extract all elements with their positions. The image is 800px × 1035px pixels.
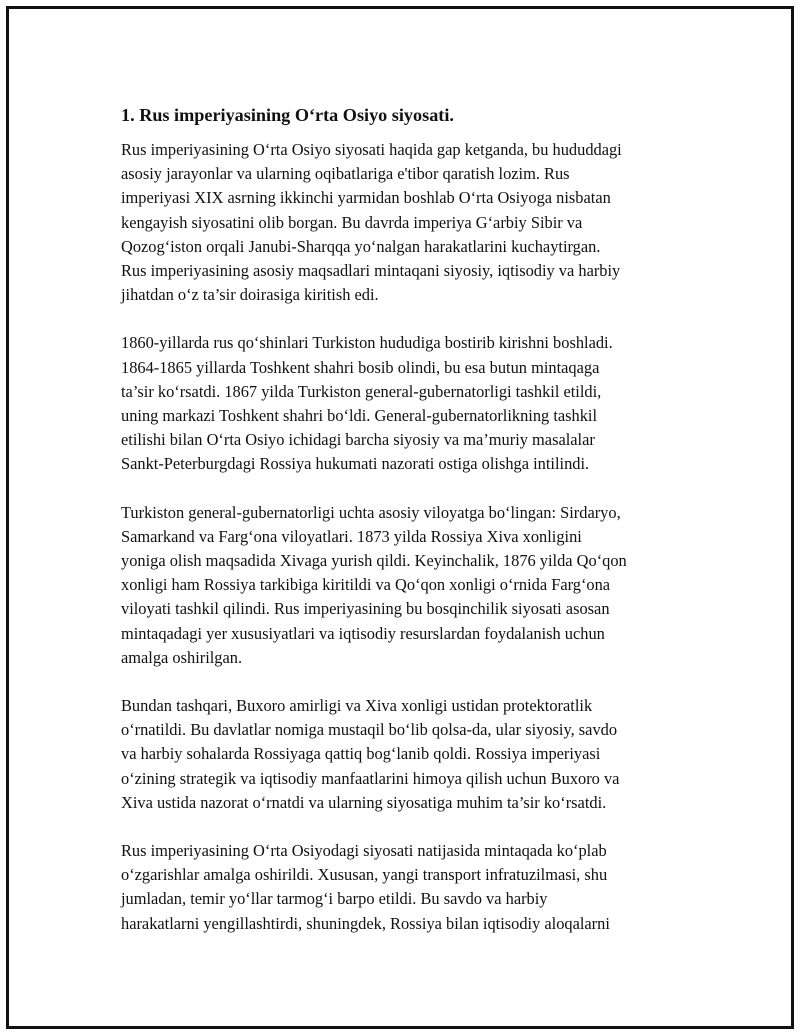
text-line: Turkiston general-gubernatorligi uchta asosiy viloyatga bo‘lingan: Sirdaryo,	[121, 502, 621, 522]
text-line: Rus imperiyasining O‘rta Osiyo siyosati haqida gap ketganda, bu hududdagi	[121, 140, 622, 159]
text-line: o‘zining strategik va iqtisodiy manfaatlarini himoya qilish uchun Buxoro va	[121, 768, 620, 788]
text-line: 1860-yillarda rus qo‘shinlari Turkiston hududiga bostirib kirishni boshladi.	[121, 333, 613, 353]
text-line: Sankt-Peterburgdagi Rossiya hukumati nazorati ostiga olishga intilindi.	[121, 454, 590, 474]
text-line: etilishi bilan O‘rta Osiyo ichidagi barcha siyosiy va ma’muriy masalalar	[121, 430, 595, 450]
text-line: harakatlarni yengillashtirdi, shuningdek, Rossiya bilan iqtisodiy aloqalarni	[121, 913, 610, 933]
text-line: viloyati tashkil qilindi. Rus imperiyasining bu bosqinchilik siyosati asosan	[121, 599, 610, 619]
text-line: 1864-1865 yillarda Toshkent shahri bosib olindi, bu esa butun mintaqaga	[121, 357, 600, 377]
text-line: o‘rnatildi. Bu davlatlar nomiga mustaqil bo‘lib qolsa-da, ular siyosiy, savdo	[121, 720, 618, 740]
text-line: Samarkand va Farg‘ona viloyatlari. 1873 yilda Rossiya Xiva xonligini	[121, 526, 582, 546]
paragraph	[121, 331, 701, 476]
text-line: asosiy jarayonlar va ularning oqibatlariga e'tibor qaratish lozim. Rus	[121, 164, 570, 184]
text-line: Rus imperiyasining asosiy maqsadlari mintaqani siyosiy, iqtisodiy va harbiy	[121, 261, 621, 281]
text-line: jumladan, temir yo‘llar tarmog‘i barpo etildi. Bu savdo va harbiy	[121, 889, 548, 909]
text-line: va harbiy sohalarda Rossiyaga qattiq bog‘lanib qoldi. Rossiya imperiyasi	[121, 744, 601, 764]
text-line: yoniga olish maqsadida Xivaga yurish qildi. Keyinchalik, 1876 yilda Qo‘qon	[121, 551, 627, 571]
text-line: ta’sir ko‘rsatdi. 1867 yilda Turkiston general-gubernatorligi tashkil etildi,	[121, 381, 602, 401]
text-line: mintaqadagi yer xususiyatlari va iqtisodiy resurslardan foydalanish uchun	[121, 623, 605, 643]
text-line: Bundan tashqari, Buxoro amirligi va Xiva xonligi ustidan protektoratlik	[121, 696, 593, 716]
text-line: o‘zgarishlar amalga oshirildi. Xususan, yangi transport infratuzilmasi, shu	[121, 865, 608, 885]
text-line: uning markazi Toshkent shahri bo‘ldi. General-gubernatorlikning tashkil	[121, 406, 598, 426]
text-line: jihatdan o‘z ta’sir doirasiga kiritish edi.	[121, 285, 379, 305]
document-body	[121, 103, 701, 960]
text-line: xonligi ham Rossiya tarkibiga kiritildi va Qo‘qon xonligi o‘rnida Farg‘ona	[121, 575, 611, 595]
text-line: Xiva ustida nazorat o‘rnatdi va ularning siyosatiga muhim ta’sir ko‘rsatdi.	[121, 792, 607, 812]
section-heading: 1. Rus imperiyasining O‘rta Osiyo siyosati.	[121, 105, 454, 125]
text-line: kengayish siyosatini olib borgan. Bu davrda imperiya G‘arbiy Sibir va	[121, 212, 583, 232]
paragraph	[121, 694, 701, 815]
document-page	[6, 6, 794, 1029]
paragraph	[121, 138, 701, 307]
paragraph	[121, 501, 701, 670]
paragraph	[121, 839, 701, 936]
text-line: amalga oshirilgan.	[121, 647, 243, 667]
text-line: Rus imperiyasining O‘rta Osiyodagi siyosati natijasida mintaqada ko‘plab	[121, 841, 607, 861]
paragraphs-container	[121, 138, 701, 936]
text-line: imperiyasi XIX asrning ikkinchi yarmidan boshlab O‘rta Osiyoga nisbatan	[121, 188, 611, 208]
text-line: Qozog‘iston orqali Janubi-Sharqqa yo‘nalgan harakatlarini kuchaytirgan.	[121, 236, 601, 256]
